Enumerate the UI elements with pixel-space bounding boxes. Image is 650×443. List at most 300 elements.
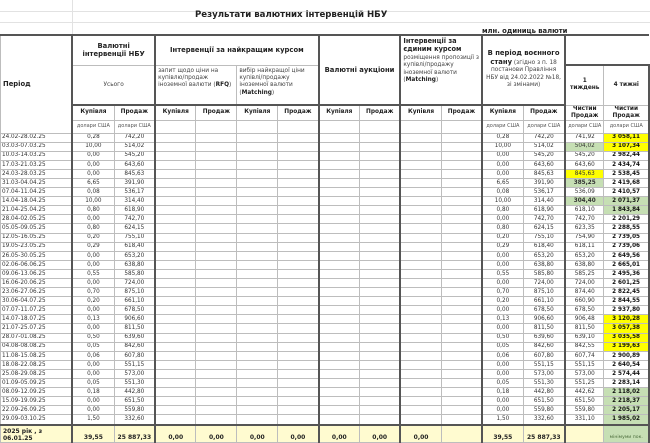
single-sell-cell xyxy=(441,242,482,251)
rfq-buy-cell xyxy=(155,169,196,178)
week4-net-cell: 2 937,80 xyxy=(604,306,649,315)
table-row xyxy=(1,379,650,388)
match-buy-cell xyxy=(237,406,278,415)
week1-net-cell: 551,15 xyxy=(565,360,604,369)
rfq-sell-cell xyxy=(196,242,237,251)
table-row xyxy=(1,315,650,324)
table-row xyxy=(1,333,650,342)
martial-sell-cell: 651,50 xyxy=(523,397,565,406)
auction-buy-cell xyxy=(319,160,360,169)
single-buy-cell xyxy=(400,324,441,333)
single-sell-cell xyxy=(441,397,482,406)
rfq-buy-cell xyxy=(155,297,196,306)
week4-net-cell: 2 649,56 xyxy=(604,251,649,260)
header-single-rate: Інтервенції за єдиним курсом розміщення пропозиції з купівлі/продажу іноземної валюти (Matching) xyxy=(400,35,482,105)
single-buy-cell xyxy=(400,369,441,378)
table-row xyxy=(1,406,650,415)
table-row xyxy=(1,215,650,224)
table-row xyxy=(1,142,650,151)
single-buy-cell xyxy=(400,397,441,406)
period-cell: 04.08-08.08.25 xyxy=(1,342,73,351)
rfq-buy-cell xyxy=(155,279,196,288)
week4-net-cell: 2 419,68 xyxy=(604,178,649,187)
rfq-sell-cell xyxy=(196,324,237,333)
unit-week4: долари США xyxy=(604,120,649,133)
week4-net-cell: 2 118,02 xyxy=(604,388,649,397)
header-nbu-interventions: Валютні інтервенції НБУ xyxy=(72,35,155,65)
single-sell-cell xyxy=(441,224,482,233)
week1-net-cell: 331,10 xyxy=(565,415,604,425)
nbu-sell-cell: 536,17 xyxy=(114,188,155,197)
martial-buy-cell: 0,00 xyxy=(482,215,523,224)
match-buy-cell xyxy=(237,142,278,151)
auction-sell-cell xyxy=(360,178,401,187)
martial-buy-cell: 6,65 xyxy=(482,178,523,187)
single-sell-cell xyxy=(441,206,482,215)
col-week1-net: Чистий Продаж xyxy=(565,105,604,120)
unit-martial-buy: долари США xyxy=(482,120,523,133)
nbu-buy-cell: 0,13 xyxy=(72,315,114,324)
auction-buy-cell xyxy=(319,142,360,151)
rfq-sell-cell xyxy=(196,406,237,415)
auction-sell-cell xyxy=(360,251,401,260)
period-cell: 09.06-13.06.25 xyxy=(1,269,73,278)
single-buy-cell xyxy=(400,169,441,178)
table-row xyxy=(1,324,650,333)
match-buy-cell xyxy=(237,342,278,351)
single-buy-cell xyxy=(400,297,441,306)
period-cell: 30.06-04.07.25 xyxy=(1,297,73,306)
period-cell: 24.02-28.02.25 xyxy=(1,133,73,142)
match-buy-cell xyxy=(237,369,278,378)
col-auction-buy: Купівля xyxy=(319,105,360,120)
week1-net-cell: 385,25 xyxy=(565,178,604,187)
table-row xyxy=(1,133,650,142)
rfq-sell-cell xyxy=(196,397,237,406)
total-rfq-buy-cell: 0,00 xyxy=(155,425,196,443)
rfq-sell-cell xyxy=(196,151,237,160)
nbu-buy-cell: 10,00 xyxy=(72,142,114,151)
week4-net-cell: 3 199,63 xyxy=(604,342,649,351)
martial-buy-cell: 0,05 xyxy=(482,379,523,388)
rfq-buy-cell xyxy=(155,178,196,187)
table-row xyxy=(1,415,650,425)
auction-buy-cell xyxy=(319,297,360,306)
nbu-sell-cell: 742,20 xyxy=(114,133,155,142)
week4-net-cell: 2 495,36 xyxy=(604,269,649,278)
nbu-sell-cell: 585,80 xyxy=(114,269,155,278)
auction-sell-cell xyxy=(360,269,401,278)
auction-sell-cell xyxy=(360,279,401,288)
single-sell-cell xyxy=(441,379,482,388)
rfq-sell-cell xyxy=(196,160,237,169)
rfq-sell-cell xyxy=(196,379,237,388)
auction-sell-cell xyxy=(360,369,401,378)
martial-sell-cell: 653,20 xyxy=(523,251,565,260)
match-buy-cell xyxy=(237,324,278,333)
table-row xyxy=(1,288,650,297)
week1-net-cell: 623,35 xyxy=(565,224,604,233)
nbu-sell-cell: 742,70 xyxy=(114,215,155,224)
auction-buy-cell xyxy=(319,169,360,178)
martial-buy-cell: 0,55 xyxy=(482,269,523,278)
period-cell: 26.05-30.05.25 xyxy=(1,251,73,260)
nbu-buy-cell: 0,00 xyxy=(72,169,114,178)
week1-net-cell: 874,40 xyxy=(565,288,604,297)
martial-buy-cell: 0,70 xyxy=(482,288,523,297)
martial-buy-cell: 0,00 xyxy=(482,169,523,178)
total-single-buy-cell: 0,00 xyxy=(400,425,441,443)
match-buy-cell xyxy=(237,269,278,278)
week4-net-cell: 2 288,55 xyxy=(604,224,649,233)
week1-net-cell: 811,50 xyxy=(565,324,604,333)
table-row xyxy=(1,388,650,397)
week4-net-cell: 2 205,17 xyxy=(604,406,649,415)
auction-sell-cell xyxy=(360,142,401,151)
match-sell-cell xyxy=(278,415,319,425)
martial-sell-cell: 559,80 xyxy=(523,406,565,415)
week4-net-cell: 3 035,58 xyxy=(604,333,649,342)
martial-buy-cell: 0,00 xyxy=(482,397,523,406)
single-sell-cell xyxy=(441,279,482,288)
match-buy-cell xyxy=(237,206,278,215)
match-buy-cell xyxy=(237,297,278,306)
martial-sell-cell: 607,80 xyxy=(523,351,565,360)
minimums-note: мінімуми пок. xyxy=(604,425,649,443)
rfq-buy-cell xyxy=(155,397,196,406)
match-sell-cell xyxy=(278,369,319,378)
nbu-buy-cell: 0,00 xyxy=(72,360,114,369)
period-cell: 01.09-05.09.25 xyxy=(1,379,73,388)
nbu-buy-cell: 0,80 xyxy=(72,224,114,233)
week4-net-cell: 2 410,57 xyxy=(604,188,649,197)
single-buy-cell xyxy=(400,133,441,142)
single-sell-cell xyxy=(441,288,482,297)
nbu-sell-cell: 661,10 xyxy=(114,297,155,306)
table-row xyxy=(1,397,650,406)
match-sell-cell xyxy=(278,188,319,197)
period-cell: 17.03-21.03.25 xyxy=(1,160,73,169)
period-cell: 23.06-27.06.25 xyxy=(1,288,73,297)
auction-sell-cell xyxy=(360,415,401,425)
table-row xyxy=(1,169,650,178)
match-sell-cell xyxy=(278,233,319,242)
single-sell-cell xyxy=(441,388,482,397)
nbu-buy-cell: 0,00 xyxy=(72,397,114,406)
auction-sell-cell xyxy=(360,324,401,333)
table-row xyxy=(1,233,650,242)
match-sell-cell xyxy=(278,260,319,269)
nbu-sell-cell: 559,80 xyxy=(114,406,155,415)
table-row xyxy=(1,151,650,160)
rfq-sell-cell xyxy=(196,369,237,378)
nbu-sell-cell: 551,30 xyxy=(114,379,155,388)
nbu-buy-cell: 0,00 xyxy=(72,279,114,288)
nbu-buy-cell: 0,29 xyxy=(72,242,114,251)
match-buy-cell xyxy=(237,133,278,142)
period-cell: 15.09-19.09.25 xyxy=(1,397,73,406)
martial-sell-cell: 332,60 xyxy=(523,415,565,425)
auction-sell-cell xyxy=(360,188,401,197)
rfq-sell-cell xyxy=(196,333,237,342)
martial-buy-cell: 0,00 xyxy=(482,160,523,169)
rfq-buy-cell xyxy=(155,379,196,388)
rfq-buy-cell xyxy=(155,260,196,269)
grid-line xyxy=(72,0,73,34)
auction-buy-cell xyxy=(319,233,360,242)
match-buy-cell xyxy=(237,360,278,369)
rfq-buy-cell xyxy=(155,206,196,215)
week1-net-cell: 639,10 xyxy=(565,333,604,342)
col-match-buy: Купівля xyxy=(237,105,278,120)
week4-net-cell: 2 844,55 xyxy=(604,297,649,306)
martial-sell-cell: 724,00 xyxy=(523,279,565,288)
match-sell-cell xyxy=(278,169,319,178)
period-cell: 02.06-06.06.25 xyxy=(1,260,73,269)
week4-net-cell: 1 843,84 xyxy=(604,206,649,215)
single-sell-cell xyxy=(441,415,482,425)
rfq-buy-cell xyxy=(155,242,196,251)
match-sell-cell xyxy=(278,197,319,206)
single-sell-cell xyxy=(441,333,482,342)
total-sell-cell: 25 887,33 xyxy=(114,425,155,443)
period-cell: 31.03-04.04.25 xyxy=(1,178,73,187)
period-cell: 12.05-16.05.25 xyxy=(1,233,73,242)
auction-buy-cell xyxy=(319,206,360,215)
unit-buy: долари США xyxy=(72,120,114,133)
rfq-buy-cell xyxy=(155,233,196,242)
week1-net-cell: 618,11 xyxy=(565,242,604,251)
week1-net-cell: 741,92 xyxy=(565,133,604,142)
period-cell: 28.04-02.05.25 xyxy=(1,215,73,224)
match-buy-cell xyxy=(237,279,278,288)
single-sell-cell xyxy=(441,306,482,315)
week4-net-cell: 2 283,14 xyxy=(604,379,649,388)
rfq-buy-cell xyxy=(155,215,196,224)
week4-net-cell: 2 640,54 xyxy=(604,360,649,369)
auction-buy-cell xyxy=(319,388,360,397)
week4-net-cell: 2 218,37 xyxy=(604,397,649,406)
week1-net-cell: 906,48 xyxy=(565,315,604,324)
rfq-buy-cell xyxy=(155,251,196,260)
rfq-sell-cell xyxy=(196,360,237,369)
martial-sell-cell: 906,60 xyxy=(523,315,565,324)
week1-net-cell: 724,00 xyxy=(565,279,604,288)
auction-buy-cell xyxy=(319,306,360,315)
match-buy-cell xyxy=(237,415,278,425)
rfq-sell-cell xyxy=(196,288,237,297)
single-buy-cell xyxy=(400,315,441,324)
single-sell-cell xyxy=(441,324,482,333)
total-auction-buy-cell: 0,00 xyxy=(319,425,360,443)
martial-buy-cell: 0,00 xyxy=(482,251,523,260)
single-buy-cell xyxy=(400,142,441,151)
rfq-buy-cell xyxy=(155,306,196,315)
period-cell: 08.09-12.09.25 xyxy=(1,388,73,397)
col-auction-sell: Продаж xyxy=(360,105,401,120)
table-row xyxy=(1,342,650,351)
martial-buy-cell: 0,00 xyxy=(482,324,523,333)
single-buy-cell xyxy=(400,242,441,251)
nbu-sell-cell: 314,40 xyxy=(114,197,155,206)
martial-sell-cell: 643,60 xyxy=(523,160,565,169)
nbu-buy-cell: 0,05 xyxy=(72,342,114,351)
week4-net-cell: 2 538,45 xyxy=(604,169,649,178)
nbu-sell-cell: 618,90 xyxy=(114,206,155,215)
rfq-buy-cell xyxy=(155,388,196,397)
week1-net-cell: 545,20 xyxy=(565,151,604,160)
unit-sell: долари США xyxy=(114,120,155,133)
rfq-buy-cell xyxy=(155,288,196,297)
rfq-sell-cell xyxy=(196,279,237,288)
match-sell-cell xyxy=(278,151,319,160)
nbu-buy-cell: 0,00 xyxy=(72,215,114,224)
martial-sell-cell: 845,63 xyxy=(523,169,565,178)
interventions-table xyxy=(0,34,650,443)
nbu-buy-cell: 0,20 xyxy=(72,233,114,242)
period-cell: 16.06-20.06.25 xyxy=(1,279,73,288)
single-sell-cell xyxy=(441,269,482,278)
nbu-buy-cell: 0,55 xyxy=(72,269,114,278)
martial-sell-cell: 638,80 xyxy=(523,260,565,269)
single-buy-cell xyxy=(400,406,441,415)
auction-buy-cell xyxy=(319,260,360,269)
single-sell-cell xyxy=(441,188,482,197)
auction-buy-cell xyxy=(319,288,360,297)
table-row xyxy=(1,251,650,260)
rfq-buy-cell xyxy=(155,342,196,351)
nbu-buy-cell: 0,00 xyxy=(72,160,114,169)
rfq-sell-cell xyxy=(196,133,237,142)
martial-sell-cell: 811,50 xyxy=(523,324,565,333)
total-martial-buy-cell: 39,55 xyxy=(482,425,523,443)
nbu-sell-cell: 724,00 xyxy=(114,279,155,288)
martial-buy-cell: 0,00 xyxy=(482,360,523,369)
match-buy-cell xyxy=(237,197,278,206)
single-buy-cell xyxy=(400,388,441,397)
martial-sell-cell: 742,20 xyxy=(523,133,565,142)
match-buy-cell xyxy=(237,288,278,297)
match-buy-cell xyxy=(237,224,278,233)
rfq-buy-cell xyxy=(155,415,196,425)
match-sell-cell xyxy=(278,288,319,297)
week4-net-cell: 2 739,05 xyxy=(604,233,649,242)
auction-sell-cell xyxy=(360,169,401,178)
table-row xyxy=(1,351,650,360)
single-buy-cell xyxy=(400,269,441,278)
nbu-sell-cell: 638,80 xyxy=(114,260,155,269)
martial-sell-cell: 639,60 xyxy=(523,333,565,342)
single-buy-cell xyxy=(400,224,441,233)
match-buy-cell xyxy=(237,251,278,260)
single-sell-cell xyxy=(441,315,482,324)
total-match-buy-cell: 0,00 xyxy=(237,425,278,443)
header-matching: вибір найкращої ціни купівлі/продажу іноземної валюти (Matching) xyxy=(237,65,319,105)
nbu-sell-cell: 618,40 xyxy=(114,242,155,251)
week1-net-cell: 618,10 xyxy=(565,206,604,215)
col-rfq-buy: Купівля xyxy=(155,105,196,120)
sheet-title: Результати валютних інтервенцій НБУ xyxy=(195,10,388,20)
nbu-sell-cell: 845,63 xyxy=(114,169,155,178)
nbu-buy-cell: 0,00 xyxy=(72,369,114,378)
week1-net-cell: 845,63 xyxy=(565,169,604,178)
match-sell-cell xyxy=(278,388,319,397)
period-cell: 07.07-11.07.25 xyxy=(1,306,73,315)
week1-net-cell: 742,70 xyxy=(565,215,604,224)
rfq-buy-cell xyxy=(155,160,196,169)
single-buy-cell xyxy=(400,251,441,260)
match-buy-cell xyxy=(237,351,278,360)
rfq-buy-cell xyxy=(155,324,196,333)
col-martial-sell: Продаж xyxy=(523,105,565,120)
header-total: Усього xyxy=(72,65,155,105)
nbu-sell-cell: 442,80 xyxy=(114,388,155,397)
table-row xyxy=(1,297,650,306)
week4-net-cell: 2 665,01 xyxy=(604,260,649,269)
week1-net-cell: 607,74 xyxy=(565,351,604,360)
martial-sell-cell: 678,50 xyxy=(523,306,565,315)
rfq-buy-cell xyxy=(155,351,196,360)
single-sell-cell xyxy=(441,178,482,187)
single-buy-cell xyxy=(400,306,441,315)
header-best-rate: Інтервенції за найкращим курсом xyxy=(155,35,319,65)
rfq-buy-cell xyxy=(155,142,196,151)
single-buy-cell xyxy=(400,279,441,288)
match-sell-cell xyxy=(278,333,319,342)
single-buy-cell xyxy=(400,160,441,169)
single-sell-cell xyxy=(441,406,482,415)
martial-buy-cell: 0,13 xyxy=(482,315,523,324)
match-sell-cell xyxy=(278,251,319,260)
martial-sell-cell: 875,10 xyxy=(523,288,565,297)
week1-net-cell: 651,50 xyxy=(565,397,604,406)
match-buy-cell xyxy=(237,388,278,397)
nbu-buy-cell: 0,00 xyxy=(72,251,114,260)
martial-sell-cell: 618,90 xyxy=(523,206,565,215)
martial-sell-cell: 742,70 xyxy=(523,215,565,224)
nbu-sell-cell: 332,60 xyxy=(114,415,155,425)
week1-net-cell: 573,00 xyxy=(565,369,604,378)
auction-buy-cell xyxy=(319,133,360,142)
nbu-buy-cell: 0,28 xyxy=(72,133,114,142)
rfq-sell-cell xyxy=(196,169,237,178)
auction-buy-cell xyxy=(319,379,360,388)
single-sell-cell xyxy=(441,169,482,178)
nbu-sell-cell: 653,20 xyxy=(114,251,155,260)
nbu-buy-cell: 0,06 xyxy=(72,351,114,360)
martial-buy-cell: 0,80 xyxy=(482,224,523,233)
table-row xyxy=(1,269,650,278)
rfq-sell-cell xyxy=(196,215,237,224)
match-sell-cell xyxy=(278,379,319,388)
match-sell-cell xyxy=(278,224,319,233)
table-row xyxy=(1,197,650,206)
auction-sell-cell xyxy=(360,242,401,251)
auction-sell-cell xyxy=(360,297,401,306)
period-cell: 29.09-03.10.25 xyxy=(1,415,73,425)
nbu-buy-cell: 0,80 xyxy=(72,206,114,215)
nbu-buy-cell: 0,00 xyxy=(72,260,114,269)
table-row xyxy=(1,178,650,187)
single-buy-cell xyxy=(400,206,441,215)
single-buy-cell xyxy=(400,351,441,360)
week1-net-cell: 643,60 xyxy=(565,160,604,169)
rfq-sell-cell xyxy=(196,269,237,278)
martial-sell-cell: 624,15 xyxy=(523,224,565,233)
col-rfq-sell: Продаж xyxy=(196,105,237,120)
martial-buy-cell: 0,08 xyxy=(482,188,523,197)
martial-buy-cell: 0,20 xyxy=(482,297,523,306)
